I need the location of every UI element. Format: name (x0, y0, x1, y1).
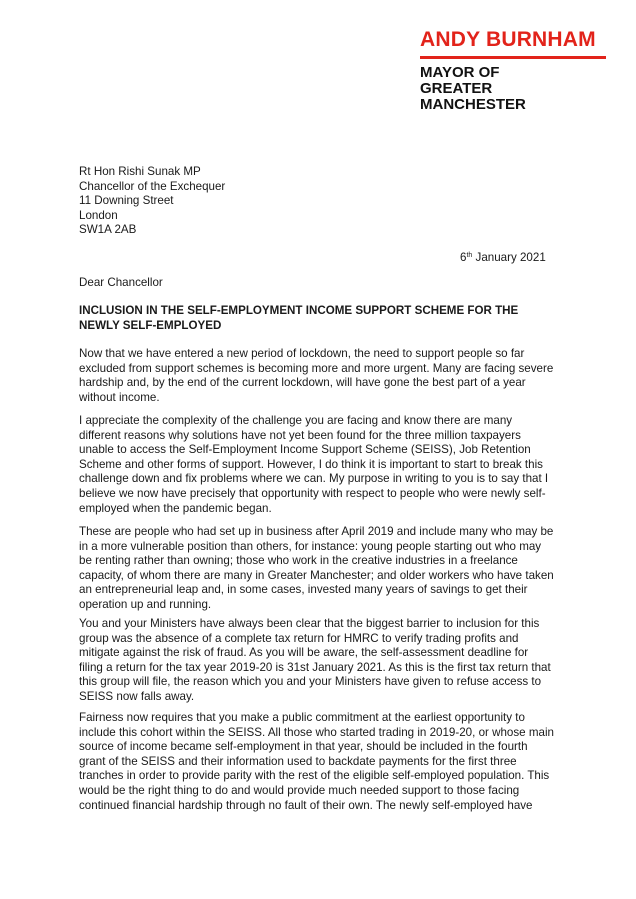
address-line: SW1A 2AB (79, 223, 137, 237)
logo-sub-line: GREATER (420, 80, 493, 97)
paragraph-line: operation up and running. (79, 597, 212, 611)
paragraph-line: excluded from support schemes is becoming more and more urgent. Many are facing severe (79, 361, 554, 375)
paragraph-line: employed when the pandemic began. (79, 501, 272, 515)
paragraph-line: Fairness now requires that you make a public commitment at the earliest opportunity to (79, 711, 525, 724)
paragraph-line: capacity, of whom there are many in Greater Manchester; and older workers who have taken (79, 568, 554, 582)
body-paragraph (79, 414, 559, 516)
paragraph-line: challenge down and fix problems where we can. My purpose in writing to you is to say that I (79, 472, 549, 486)
recipient-address (79, 165, 379, 238)
address-line: 11 Downing Street (79, 194, 174, 208)
paragraph-line: tranches in order to provide parity with the rest of the eligible self-employed population. This (79, 769, 550, 783)
paragraph-line: grant of the SEISS and their information used to backdate payments for the first three (79, 754, 517, 768)
paragraph-line: Now that we have entered a new period of lockdown, the need to support people so far (79, 347, 525, 360)
paragraph-line: Scheme and other forms of support. However, I do think it is important to start to break this (79, 457, 543, 471)
mayor-logo (420, 28, 606, 113)
body-paragraph (79, 617, 559, 705)
paragraph-line: These are people who had set up in business after April 2019 and include many who may be (79, 525, 554, 538)
paragraph-line: include this cohort within the SEISS. All those who started trading in 2019-20, or whose main (79, 725, 554, 739)
body-paragraph (79, 525, 559, 613)
paragraph-line: different reasons why solutions have not yet been found for the three million taxpayers (79, 428, 521, 442)
paragraph-line: You and your Ministers have always been clear that the biggest barrier to inclusion for this (79, 617, 540, 630)
body-paragraph (79, 711, 559, 813)
paragraph-line: this group will file, the reason which you and your Ministers have given to refuse access to (79, 675, 542, 689)
paragraph-line: mitigate against the risk of fraud. As you will be aware, the self-assessment deadline for (79, 646, 529, 660)
address-line: Chancellor of the Exchequer (79, 179, 226, 193)
paragraph-line: continued financial hardship through no fault of their own. The newly self-employed have (79, 798, 533, 812)
date-suffix: th (466, 252, 473, 259)
paragraph-line: believe we now have precisely that opportunity with respect to people who were newly self- (79, 486, 546, 500)
paragraph-line: unable to access the Self-Employment Income Support Scheme (SEISS), Job Retention (79, 443, 531, 457)
paragraph-line: group was the absence of a complete tax return for HMRC to verify trading profits and (79, 631, 519, 645)
paragraph-line: I appreciate the complexity of the challenge you are facing and know there are many (79, 414, 513, 427)
paragraph-line: would be the right thing to do and would provide much needed support to those facing (79, 783, 520, 797)
paragraph-line: source of income became self-employment in that year, should be included in the fourth (79, 740, 528, 754)
logo-sub-line: MANCHESTER (420, 96, 526, 113)
paragraph-line: filing a return for the tax year 2019-20 is 31st January 2021. As this is the first tax return that (79, 660, 551, 674)
address-line: Rt Hon Rishi Sunak MP (79, 165, 201, 178)
paragraph-line: be renting rather than owning; those who work in the creative industries in a freelance (79, 554, 518, 568)
logo-name: ANDY BURNHAM (420, 28, 596, 51)
logo-subtitle (420, 65, 606, 113)
subject-heading (79, 304, 559, 333)
salutation: Dear Chancellor (79, 276, 163, 289)
paragraph-line: SEISS now falls away. (79, 689, 195, 703)
subject-line: NEWLY SELF-EMPLOYED (79, 318, 222, 332)
letter-date (460, 249, 546, 266)
logo-sub-line: MAYOR OF (420, 64, 500, 81)
logo-rule (420, 56, 606, 59)
body-paragraph (79, 347, 559, 405)
date-day: 6 (460, 251, 467, 264)
subject-line: INCLUSION IN THE SELF-EMPLOYMENT INCOME SUPPORT SCHEME FOR THE (79, 304, 519, 317)
address-line: London (79, 208, 118, 222)
date-rest: January 2021 (472, 251, 546, 264)
paragraph-line: in a more vulnerable position than others, for instance: young people starting out who may (79, 539, 542, 553)
paragraph-line: an entrepreneurial leap and, in some cases, invested many years of savings to get their (79, 583, 528, 597)
paragraph-line: hardship and, by the end of the current lockdown, will have gone the best part of a year (79, 376, 526, 390)
paragraph-line: without income. (79, 390, 160, 404)
